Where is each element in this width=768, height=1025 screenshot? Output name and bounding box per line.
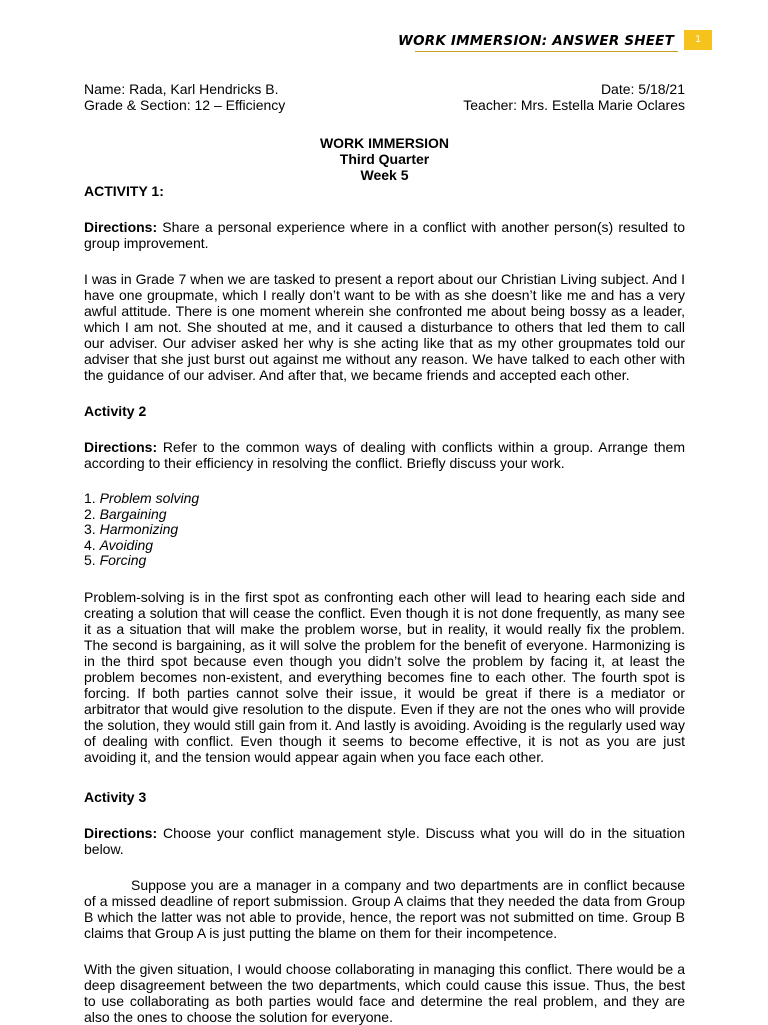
title-line-2: Third Quarter (339, 151, 430, 167)
activity-1-directions (84, 219, 685, 251)
activity-2-heading: Activity 2 (84, 403, 147, 419)
grade-section: Grade & Section: 12 – Efficiency (84, 97, 286, 113)
activity-2-directions (84, 439, 685, 471)
activity-3-directions (84, 825, 685, 857)
directions-text: Share a personal experience where in a conflict with another person(s) resulted to group improvement. (84, 219, 685, 251)
list-item: 1. Problem solving (84, 490, 200, 506)
date: Date: 5/18/21 (600, 81, 685, 97)
activity-3-situation: Suppose you are a manager in a company and two departments are in conflict because of a missed deadline of report submission. Group A claims that they needed the data from Group B which the latter was not able to provide, hence, the report was not submitted on time. Group B claims that Group A is just putting the blame on them for their incompetence. (84, 876, 685, 941)
title-line-3: Week 5 (360, 167, 409, 183)
answer-sheet-title: WORK IMMERSION: ANSWER SHEET (397, 33, 674, 49)
meta-row-2 (84, 97, 685, 113)
activity-2-answer: Problem-solving is in the first spot as confronting each other will lead to hearing each side and creating a solution that will cease the conflict. Even though it is not done frequently, as many see it as a situation that will make the problem worse, but in reality, it would really fix the problem. The second is bargaining, as it will solve the problem for the benefit of everyone. Harmonizing is in the third spot because even though you didn’t solve the problem by facing it, at least the problem becomes non-existent, and everything becomes fine to each other. The fourth spot is forcing. If both parties cannot solve their issue, it would be great if there is a mediator or arbitrator that would give resolution to the dispute. Even if they are not the ones who will provide the solution, they would still gain from it. And lastly is avoiding. Avoiding is the regularly used way of dealing with conflict. Even though it seems to become effective, it is not as you are just avoiding it, and the tension would appear again when you face each other. (84, 588, 685, 765)
list-item: 5. Forcing (84, 552, 147, 569)
document-body (84, 81, 685, 1025)
page-number-badge: 1 (684, 30, 712, 50)
conflict-ranking-list (84, 491, 685, 569)
title-line-1: WORK IMMERSION (319, 135, 450, 151)
list-item: 4. Avoiding (84, 536, 154, 553)
list-item: 2. Bargaining (84, 505, 167, 522)
directions-label: Directions: (84, 439, 158, 455)
document-title (84, 135, 685, 183)
directions-text: Refer to the common ways of dealing with conflicts within a group. Arrange them according to their efficiency in resolving the conflict. Briefly discuss your work. (84, 439, 685, 471)
activity-1-heading: ACTIVITY 1: (84, 183, 164, 199)
page-header (0, 30, 768, 52)
teacher: Teacher: Mrs. Estella Marie Oclares (463, 97, 685, 113)
activity-3-answer: With the given situation, I would choose collaborating in managing this conflict. There would be a deep disagreement between the two departments, which could cause this issue. Thus, the best to use collaborating as both parties would face and determine the real problem, and they are also the ones to choose the solution for everyone. (84, 960, 685, 1025)
list-item: 3. Harmonizing (84, 521, 179, 538)
directions-label: Directions: (84, 219, 158, 235)
meta-row-1 (84, 81, 685, 97)
directions-label: Directions: (84, 824, 158, 841)
activity-1-answer: I was in Grade 7 when we are tasked to present a report about our Christian Living subject. And I have one groupmate, which I really don’t want to be with as she doesn’t like me and has a very awful attitude. There is one moment wherein she confronted me about being bossy as a leader, which I am not. She shouted at me, and it caused a disturbance to others that led them to call our adviser. Our adviser asked her why is she acting like that as my other groupmates told our adviser that she just burst out against me without any reason. We have talked to each other with the guidance of our adviser. And after that, we became friends and accepted each other. (84, 271, 685, 383)
directions-text: Choose your conflict management style. Discuss what you will do in the situation below. (84, 824, 685, 857)
activity-3-heading: Activity 3 (84, 788, 147, 805)
header-divider (415, 51, 678, 52)
student-name: Name: Rada, Karl Hendricks B. (84, 81, 279, 97)
